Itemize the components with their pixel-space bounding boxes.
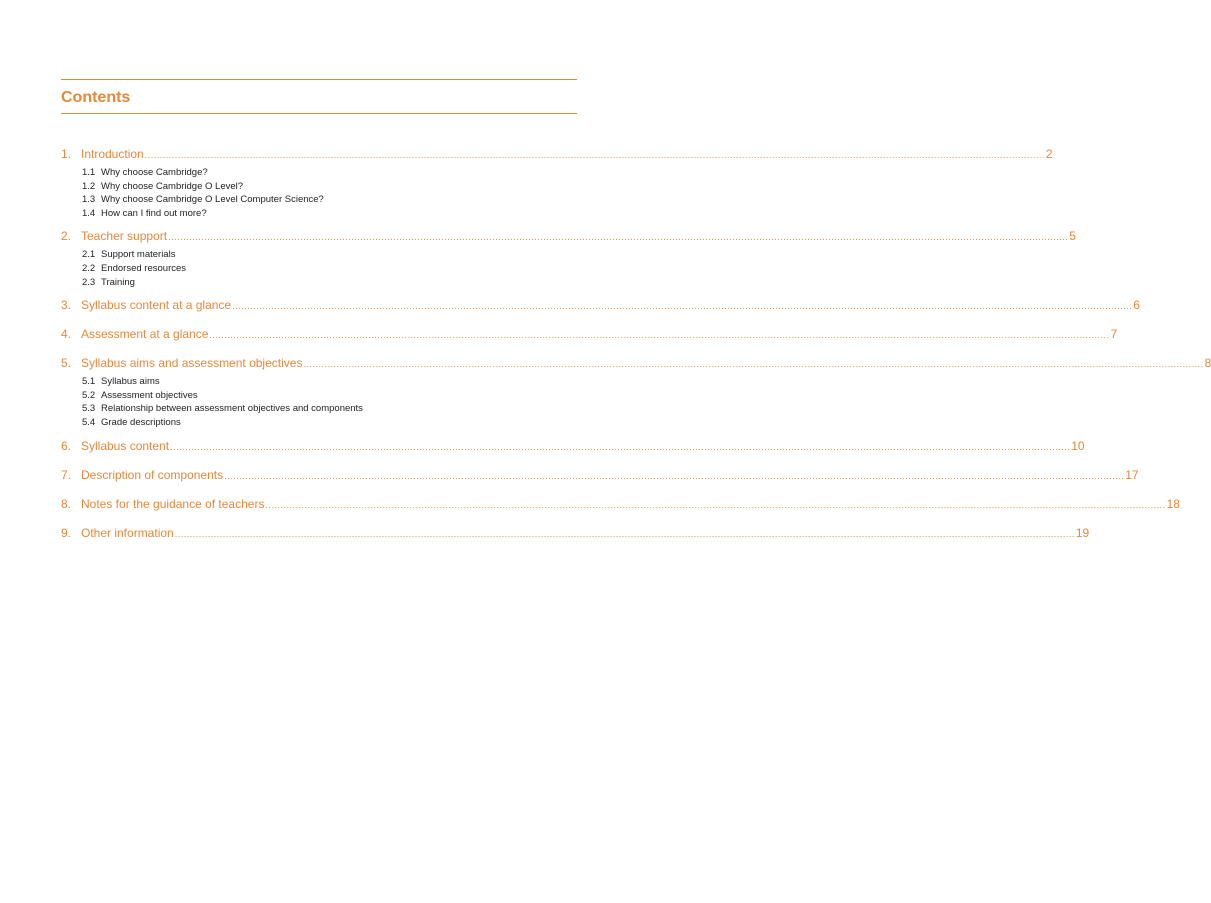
toc-subsection-label[interactable]: Grade descriptions (101, 416, 181, 428)
toc-subsection-label[interactable]: Why choose Cambridge O Level? (101, 180, 244, 192)
toc-entry-number: 8. (61, 496, 72, 511)
toc-subsection[interactable] (82, 375, 577, 389)
toc-entry-number: 5. (61, 356, 72, 371)
toc-subsection-number: 2.1 (82, 249, 96, 261)
toc-subsection-number: 1.4 (82, 207, 96, 219)
toc-page-number[interactable]: 2 (1045, 147, 1053, 161)
toc-entry-line[interactable] (61, 355, 1211, 371)
toc-entry[interactable] (61, 228, 1076, 289)
toc-entry-number: 9. (61, 525, 72, 540)
toc-subsection-number: 1.1 (82, 167, 96, 178)
toc-entry-number: 4. (61, 327, 72, 342)
toc-subsection[interactable] (82, 389, 577, 403)
toc-entry[interactable] (61, 467, 1139, 483)
toc-entry[interactable] (61, 525, 1090, 541)
toc-subsection-list (82, 166, 577, 220)
toc-subsection[interactable] (82, 402, 577, 416)
toc-page-number[interactable]: 17 (1125, 467, 1139, 482)
toc-subsection[interactable] (82, 416, 577, 430)
toc-subsection[interactable] (82, 248, 577, 262)
toc-entry[interactable] (61, 146, 1053, 220)
toc-subsection-number: 5.1 (82, 376, 96, 388)
toc-subsection-number: 5.4 (82, 416, 96, 428)
dot-leader: ............................................................................................................................................................................................................................................................................................................ (224, 470, 1125, 481)
toc-entry-number: 3. (61, 298, 72, 313)
toc-subsection-label[interactable]: Syllabus aims (101, 376, 160, 388)
toc-entry-label[interactable]: Other information (81, 525, 174, 540)
toc-page-number[interactable]: 10 (1071, 438, 1085, 453)
toc-entry-line[interactable] (61, 146, 1053, 162)
toc-subsection-label[interactable]: Endorsed resources (101, 262, 187, 274)
toc-entry-label[interactable]: Syllabus aims and assessment objectives (81, 356, 303, 371)
toc-subsection-label[interactable]: Support materials (101, 249, 176, 261)
toc-page-number[interactable]: 18 (1166, 496, 1180, 511)
toc-subsection-label[interactable]: Assessment objectives (101, 389, 198, 401)
toc-entry-label[interactable]: Teacher support (81, 229, 168, 244)
toc-entry-line[interactable] (61, 525, 1090, 541)
toc-subsection-number: 2.3 (82, 276, 96, 288)
toc-subsection[interactable] (82, 193, 577, 207)
toc-page-number[interactable]: 8 (1204, 356, 1211, 371)
toc-entry-line[interactable] (61, 297, 1140, 313)
dot-leader: ............................................................................................................................................................................................................................................................................................................ (265, 499, 1166, 510)
title-underline (61, 113, 577, 114)
table-of-contents (61, 146, 1211, 541)
toc-entry-number: 1. (61, 147, 72, 161)
toc-page-number[interactable]: 19 (1075, 525, 1090, 540)
toc-subsection-label[interactable]: Why choose Cambridge O Level Computer Science? (101, 194, 324, 206)
toc-entry[interactable] (61, 297, 1140, 313)
toc-subsection[interactable] (82, 262, 577, 276)
toc-entry-label[interactable]: Notes for the guidance of teachers (81, 496, 265, 511)
toc-subsection[interactable] (82, 207, 577, 221)
top-rule (61, 79, 577, 80)
toc-subsection-label[interactable]: Why choose Cambridge? (101, 167, 208, 178)
toc-entry-number: 6. (61, 438, 72, 453)
toc-entry-line[interactable] (61, 438, 1085, 454)
toc-page-number[interactable]: 7 (1110, 327, 1118, 342)
toc-subsection[interactable] (82, 166, 577, 180)
toc-entry-label[interactable]: Assessment at a glance (81, 327, 209, 342)
toc-entry-line[interactable] (61, 326, 1118, 342)
dot-leader: ............................................................................................................................................................................................................................................................................................................ (170, 441, 1071, 452)
toc-page-number[interactable]: 5 (1069, 229, 1076, 244)
toc-entry-label[interactable]: Introduction (81, 147, 144, 161)
toc-subsection-number: 2.2 (82, 262, 96, 274)
toc-entry-line[interactable] (61, 467, 1139, 483)
toc-entry-label[interactable]: Syllabus content (81, 438, 170, 453)
toc-subsection[interactable] (82, 276, 577, 290)
toc-subsection-list (82, 375, 577, 429)
page-title: Contents (61, 89, 131, 106)
toc-entry-label[interactable]: Syllabus content at a glance (81, 298, 232, 313)
dot-leader: ............................................................................................................................................................................................................................................................................................................ (168, 232, 1069, 243)
toc-entry[interactable] (61, 355, 1211, 429)
toc-page-number[interactable]: 6 (1133, 298, 1140, 313)
toc-entry[interactable] (61, 496, 1180, 512)
toc-subsection-number: 5.2 (82, 389, 96, 401)
dot-leader: ............................................................................................................................................................................................................................................................................................................ (303, 359, 1204, 370)
toc-subsection-number: 1.2 (82, 180, 96, 192)
toc-entry-number: 7. (61, 467, 72, 482)
dot-leader: ............................................................................................................................................................................................................................................................................................................ (232, 301, 1133, 312)
toc-subsection-number: 1.3 (82, 194, 96, 206)
toc-entry-line[interactable] (61, 228, 1076, 244)
toc-subsection-number: 5.3 (82, 403, 96, 415)
toc-entry-label[interactable]: Description of components (81, 467, 224, 482)
toc-subsection-label[interactable]: Training (101, 276, 135, 288)
dot-leader: ............................................................................................................................................................................................................................................................................................................ (209, 330, 1110, 341)
toc-subsection-label[interactable]: How can I find out more? (101, 207, 207, 219)
dot-leader: ............................................................................................................................................................................................................................................................................................................ (174, 528, 1075, 539)
toc-entry[interactable] (61, 326, 1118, 342)
toc-subsection-list (82, 248, 577, 289)
toc-subsection-label[interactable]: Relationship between assessment objectives and components (101, 403, 363, 415)
toc-entry-line[interactable] (61, 496, 1180, 512)
dot-leader: ............................................................................................................................................................................................................................................................................................................ (144, 150, 1045, 160)
toc-entry[interactable] (61, 438, 1085, 454)
toc-entry-number: 2. (61, 229, 72, 244)
toc-subsection[interactable] (82, 180, 577, 194)
